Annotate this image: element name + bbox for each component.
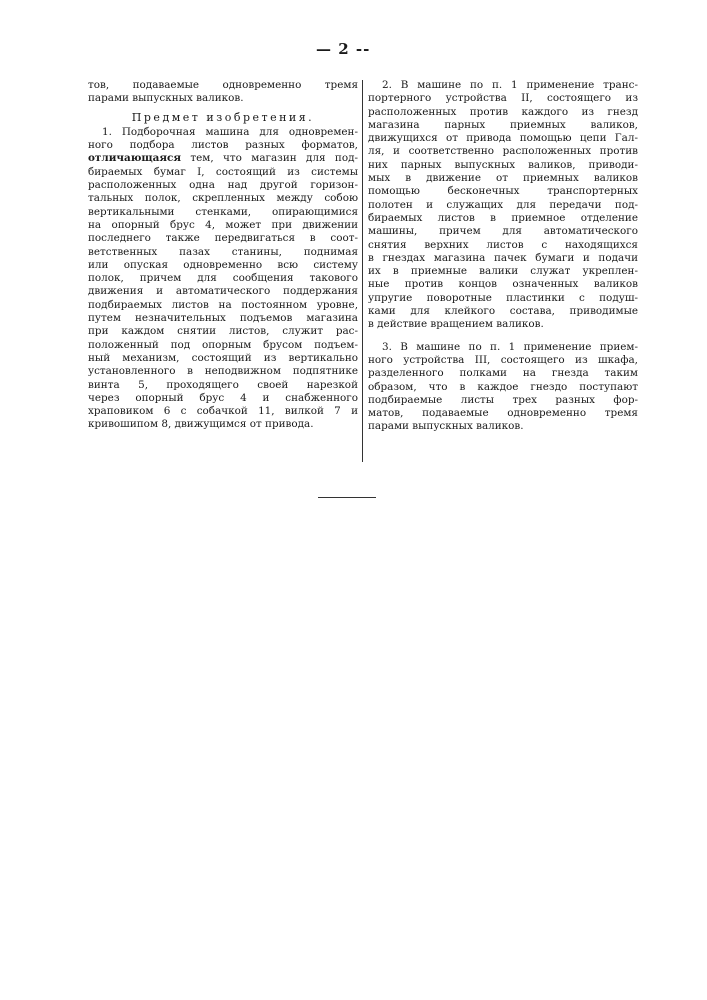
text-line: полотен и служащих для передачи под- xyxy=(368,199,638,212)
text-line: подбираемые листы трех разных фор- xyxy=(368,394,638,407)
text-line: машины, причем для автоматического xyxy=(368,225,638,238)
column-divider xyxy=(362,80,363,462)
text-line: парами выпускных валиков. xyxy=(88,92,358,105)
text-line: храповиком 6 с собачкой 11, вилкой 7 и xyxy=(88,405,358,418)
text-line: бираемых листов в приемное отделение xyxy=(368,212,638,225)
text-line: путем незначительных подъемов магазина xyxy=(88,312,358,325)
bold-term: отличающаяся xyxy=(88,152,181,164)
text-line: расположенных одна над другой горизон- xyxy=(88,179,358,192)
text-line: ного устройства III, состоящего из шкафа, xyxy=(368,354,638,367)
text-line: 1. Подборочная машина для одновремен- xyxy=(88,126,358,139)
text-line: движущихся от привода помощью цепи Гал- xyxy=(368,132,638,145)
text-line: через опорный брус 4 и снабженного xyxy=(88,392,358,405)
text-line: на опорный брус 4, может при движении xyxy=(88,219,358,232)
text-line: положенный под опорным брусом подъем- xyxy=(88,339,358,352)
text-line: ный механизм, состоящий из вертикально xyxy=(88,352,358,365)
text-line: их в приемные валики служат укреплен- xyxy=(368,265,638,278)
text-line: в гнездах магазина пачек бумаги и подачи xyxy=(368,252,638,265)
right-column xyxy=(368,79,638,434)
text-line: снятия верхних листов с находящихся xyxy=(368,239,638,252)
text-line: портерного устройства II, состоящего из xyxy=(368,92,638,105)
text-line: образом, что в каждое гнездо поступают xyxy=(368,381,638,394)
text-line: кривошипом 8, движущимся от привода. xyxy=(88,418,358,431)
text-line: ные против концов означенных валиков xyxy=(368,278,638,291)
end-rule xyxy=(318,497,376,498)
claim-1-body xyxy=(88,166,358,432)
text-line: разделенного полками на гнезда таким xyxy=(368,367,638,380)
text-line: или опуская одновременно всю систему xyxy=(88,259,358,272)
text-line: 2. В машине по п. 1 применение транс- xyxy=(368,79,638,92)
text-line: тальных полок, скрепленных между собою xyxy=(88,192,358,205)
text-line: бираемых бумаг I, состоящий из системы xyxy=(88,166,358,179)
text-line: тов, подаваемые одновременно тремя xyxy=(88,79,358,92)
text-line: последнего также передвигаться в соот- xyxy=(88,232,358,245)
text-line: ками для клейкого состава, приводимые xyxy=(368,305,638,318)
text-line: магазина парных приемных валиков, xyxy=(368,119,638,132)
text-line: ного подбора листов разных форматов, xyxy=(88,139,358,152)
text-line: матов, подаваемые одновременно тремя xyxy=(368,407,638,420)
text-line: ля, и соответственно расположенных против xyxy=(368,145,638,158)
text-line: установленного в неподвижном подпятнике xyxy=(88,365,358,378)
text-line: вертикальными стенками, опирающимися xyxy=(88,206,358,219)
text-line: упругие поворотные пластинки с подуш- xyxy=(368,292,638,305)
text-line: полок, причем для сообщения такового xyxy=(88,272,358,285)
text-fragment: тем, что магазин для под- xyxy=(181,152,358,164)
text-line: подбираемых листов на постоянном уровне, xyxy=(88,299,358,312)
text-line: в действие вращением валиков. xyxy=(368,318,638,331)
text-line: движения и автоматического поддержания xyxy=(88,285,358,298)
text-line: ветственных пазах станины, поднимая xyxy=(88,246,358,259)
text-line: парами выпускных валиков. xyxy=(368,420,638,433)
text-line: винта 5, проходящего своей нарезкой xyxy=(88,379,358,392)
text-line: мых в движение от приемных валиков xyxy=(368,172,638,185)
section-heading: Предмет изобретения. xyxy=(88,111,358,124)
text-line: помощью бесконечных транспортерных xyxy=(368,185,638,198)
left-column xyxy=(88,79,358,432)
text-line xyxy=(88,152,358,165)
text-line: них парных выпускных валиков, приводи- xyxy=(368,159,638,172)
text-line: расположенных против каждого из гнезд xyxy=(368,106,638,119)
page-number: — 2 -- xyxy=(316,40,370,58)
text-line: при каждом снятии листов, служит рас- xyxy=(88,325,358,338)
claim-3 xyxy=(368,341,638,434)
text-line: 3. В машине по п. 1 применение прием- xyxy=(368,341,638,354)
claim-2 xyxy=(368,79,638,332)
